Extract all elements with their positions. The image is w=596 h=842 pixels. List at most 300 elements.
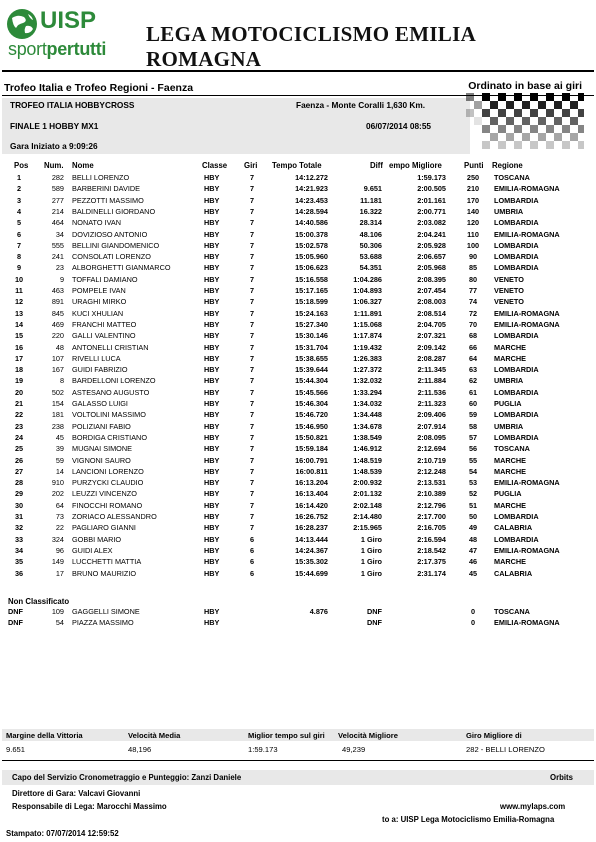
gap-cell: 1 Giro (360, 557, 382, 567)
region-cell: CALABRIA (494, 568, 533, 578)
col-points: Punti (464, 161, 484, 170)
region-cell: LOMBARDIA (494, 365, 539, 375)
rider-name: GAGGELLI SIMONE (72, 607, 140, 616)
number-cell: 238 (51, 421, 64, 431)
table-row (0, 241, 596, 252)
total-time-cell: 15:30.146 (295, 331, 328, 341)
pos-cell: 14 (14, 319, 24, 329)
points-cell: 80 (468, 274, 478, 284)
best-lap-cell: 2:04.705 (417, 319, 446, 329)
race-director: Direttore di Gara: Valcavi Giovanni (12, 789, 141, 798)
col-num: Num. (44, 161, 64, 170)
pos-cell: 5 (16, 218, 22, 228)
class-cell: HBY (204, 319, 220, 329)
number-cell: 220 (51, 331, 64, 341)
class-cell: HBY (204, 263, 220, 273)
number-cell: 167 (51, 365, 64, 375)
number-cell: 202 (51, 489, 64, 499)
summary-best-speed-label: Velocità Migliore (338, 731, 398, 740)
class-cell: HBY (204, 523, 220, 533)
licensed-to: to a: UISP Lega Motociclismo Emilia-Romagna (382, 815, 555, 824)
region-cell: MARCHE (494, 466, 527, 476)
region-cell: UMBRIA (494, 376, 524, 386)
gap-cell: 1:04.893 (353, 286, 382, 295)
points-cell: 55 (468, 455, 478, 465)
best-lap-cell: 2:00.505 (417, 184, 446, 194)
rider-name: BALDINELLI GIORDANO (72, 206, 156, 216)
total-time-cell: 15:45.566 (295, 387, 328, 397)
number-cell: 54 (55, 618, 64, 628)
class-cell: HBY (204, 489, 220, 499)
summary-margin-label: Margine della Vittoria (6, 731, 83, 740)
gap-cell: 2:14.480 (353, 512, 382, 521)
gap-cell: DNF (367, 618, 382, 628)
table-row (0, 478, 596, 489)
laps-cell: 7 (250, 489, 255, 499)
league-manager: Responsabile di Lega: Marocchi Massimo (12, 802, 167, 811)
total-time-cell: 15:02.578 (295, 240, 328, 250)
class-cell: HBY (204, 512, 220, 521)
best-lap-cell: 2:11.536 (417, 387, 446, 397)
points-cell: 77 (468, 286, 478, 295)
region-cell: UMBRIA (494, 206, 524, 216)
region-cell: LOMBARDIA (494, 240, 539, 250)
total-time-cell: 15:00.378 (295, 229, 328, 239)
laps-cell: 7 (250, 421, 255, 431)
pos-cell: 1 (16, 173, 22, 182)
laps-cell: 7 (250, 444, 255, 454)
laps-cell: 7 (250, 500, 255, 510)
rider-name: FRANCHI MATTEO (72, 319, 137, 329)
points-cell: 140 (466, 206, 480, 216)
col-best-lap: empo Migliore (389, 161, 442, 170)
table-row (0, 230, 596, 241)
region-cell: MARCHE (494, 455, 527, 465)
table-row (0, 546, 596, 557)
total-time-cell: 14:13.444 (295, 534, 328, 544)
non-classified-title: Non Classificato (8, 597, 70, 606)
laps-cell: 7 (250, 365, 255, 375)
pos-cell: 11 (15, 286, 23, 295)
number-cell: 39 (55, 444, 64, 454)
rider-name: LANCIONI LORENZO (72, 466, 144, 476)
points-cell: 63 (468, 365, 478, 375)
pos-cell: 27 (14, 466, 24, 476)
points-cell: 74 (468, 297, 478, 307)
region-cell: PUGLIA (494, 399, 522, 408)
total-time-cell: 4.876 (309, 607, 328, 616)
number-cell: 214 (51, 206, 64, 216)
region-cell: VENETO (494, 274, 524, 284)
points-cell: 45 (468, 568, 478, 578)
number-cell: 463 (51, 286, 64, 295)
laps-cell: 7 (250, 387, 255, 397)
points-cell: 56 (468, 444, 478, 454)
points-cell: 64 (468, 353, 478, 363)
rider-name: NONATO IVAN (72, 218, 122, 228)
laps-cell: 7 (250, 263, 255, 273)
table-row (0, 444, 596, 455)
class-cell: HBY (204, 444, 220, 454)
total-time-cell: 16:00.811 (295, 466, 328, 476)
best-lap-cell: 2:07.454 (417, 286, 446, 295)
points-cell: 68 (468, 331, 478, 341)
laps-cell: 7 (250, 353, 255, 363)
best-lap-cell: 2:08.514 (417, 308, 446, 318)
points-cell: 47 (468, 545, 478, 555)
best-lap-cell: 2:18.542 (417, 545, 446, 555)
logo-title: UISP (40, 7, 97, 34)
globe-icon (6, 8, 38, 40)
region-cell: VENETO (494, 297, 524, 307)
table-row (0, 433, 596, 444)
laps-cell: 7 (250, 240, 255, 250)
region-cell: EMILIA-ROMAGNA (494, 184, 560, 194)
gap-cell: 53.688 (359, 252, 382, 262)
laps-cell: 7 (250, 432, 255, 442)
table-row (0, 376, 596, 387)
best-lap-cell: 2:07.914 (417, 421, 446, 431)
table-row (0, 607, 596, 618)
points-cell: 62 (468, 376, 478, 386)
gap-cell: 1:46.912 (353, 444, 382, 454)
number-cell: 107 (51, 353, 64, 363)
points-cell: 70 (468, 319, 478, 329)
gap-cell: 11.181 (360, 195, 382, 205)
table-row (0, 618, 596, 629)
class-cell: HBY (204, 607, 220, 616)
gap-cell: 1:48.519 (353, 455, 382, 465)
region-cell: EMILIA-ROMAGNA (494, 478, 560, 488)
class-cell: HBY (204, 353, 220, 363)
number-cell: 23 (55, 263, 64, 273)
table-row (0, 218, 596, 229)
pos-cell: 24 (14, 432, 24, 442)
class-cell: HBY (204, 421, 220, 431)
website-link[interactable]: www.mylaps.com (500, 802, 566, 811)
pos-cell: 19 (14, 376, 24, 386)
total-time-cell: 15:46.950 (295, 421, 328, 431)
best-lap-cell: 2:12.796 (417, 500, 446, 510)
pos-cell: 9 (16, 263, 22, 273)
region-cell: UMBRIA (494, 421, 524, 431)
best-lap-cell: 2:11.884 (417, 376, 446, 386)
best-lap-cell: 2:13.531 (417, 478, 446, 488)
best-lap-cell: 2:31.174 (417, 568, 446, 578)
orbits-brand: Orbits (550, 773, 573, 782)
region-cell: LOMBARDIA (494, 410, 539, 420)
region-cell: TOSCANA (494, 607, 530, 616)
best-lap-cell: 2:10.389 (417, 489, 446, 499)
region-cell: MARCHE (494, 353, 527, 363)
points-cell: 48 (468, 534, 478, 544)
laps-cell: 7 (250, 523, 255, 533)
number-cell: 324 (51, 534, 64, 544)
col-total-time: Tempo Totale (272, 161, 322, 170)
laps-cell: 7 (250, 218, 255, 228)
rider-name: GUIDI ALEX (72, 545, 113, 555)
total-time-cell: 15:05.960 (295, 252, 328, 262)
points-cell: 100 (466, 240, 480, 250)
table-row (0, 557, 596, 568)
pos-cell: 3 (16, 195, 22, 205)
table-row (0, 467, 596, 478)
total-time-cell: 15:18.599 (295, 297, 328, 307)
best-lap-cell: 2:00.771 (417, 206, 446, 216)
best-lap-cell: 2:07.321 (417, 331, 446, 341)
rider-name: GOBBI MARIO (72, 534, 122, 544)
class-cell: HBY (204, 206, 220, 216)
summary-speed-label: Velocità Media (128, 731, 181, 740)
table-row (0, 399, 596, 410)
gap-cell: 1 Giro (360, 534, 382, 544)
class-cell: HBY (204, 331, 220, 341)
region-cell: TOSCANA (494, 444, 530, 454)
best-lap-cell: 2:05.928 (417, 240, 446, 250)
total-time-cell: 14:28.594 (295, 206, 328, 216)
number-cell: 9 (59, 274, 64, 284)
rider-name: PURZYCKI CLAUDIO (72, 478, 144, 488)
total-time-cell: 16:13.204 (295, 478, 328, 488)
rider-name: BORDIGA CRISTIANO (72, 432, 148, 442)
number-cell: 464 (51, 218, 64, 228)
gap-cell: 1:04.286 (353, 274, 382, 284)
pos-cell: 36 (14, 568, 24, 578)
pos-cell: 26 (14, 455, 24, 465)
best-lap-cell: 2:12.694 (417, 444, 446, 454)
pos-cell: 2 (16, 184, 22, 194)
best-lap-cell: 2:17.700 (417, 512, 446, 521)
best-lap-cell: 2:04.241 (417, 229, 446, 239)
table-row (0, 343, 596, 354)
gap-cell: 1:19.432 (353, 342, 382, 352)
rider-name: KUCI XHULIAN (72, 308, 124, 318)
region-cell: LOMBARDIA (494, 512, 539, 521)
points-cell: 0 (470, 607, 476, 616)
class-cell: HBY (204, 618, 220, 628)
rider-name: GALLI VALENTINO (72, 331, 136, 341)
table-row (0, 512, 596, 523)
total-time-cell: 14:24.367 (295, 545, 328, 555)
event-title: Trofeo Italia e Trofeo Regioni - Faenza (4, 82, 194, 94)
best-lap-cell: 2:11.323 (417, 399, 446, 408)
class-cell: HBY (204, 376, 220, 386)
laps-cell: 6 (250, 557, 255, 567)
number-cell: 149 (51, 557, 64, 567)
pos-cell: 10 (14, 274, 24, 284)
col-region: Regione (492, 161, 523, 170)
table-row (0, 320, 596, 331)
race-start-time: Gara Iniziato a 9:09:26 (10, 141, 98, 151)
pos-cell: DNF (8, 618, 23, 628)
gap-cell: 1:38.549 (353, 432, 382, 442)
number-cell: 73 (55, 512, 64, 521)
table-row (0, 365, 596, 376)
gap-cell: 1:17.874 (353, 331, 382, 341)
class-cell: HBY (204, 545, 220, 555)
best-lap-cell: 2:03.082 (417, 218, 446, 228)
gap-cell: 2:02.148 (353, 500, 382, 510)
number-cell: 555 (51, 240, 64, 250)
pos-cell: 8 (16, 252, 22, 262)
rider-name: ASTESANO AUGUSTO (72, 387, 150, 397)
gap-cell: 1 Giro (360, 568, 382, 578)
summary-best-lap-value: 1:59.173 (248, 745, 278, 754)
class-cell: HBY (204, 297, 220, 307)
laps-cell: 7 (250, 319, 255, 329)
rider-name: LUCCHETTI MATTIA (72, 557, 142, 567)
print-timestamp: Stampato: 07/07/2014 12:59:52 (6, 829, 119, 838)
class-cell: HBY (204, 557, 220, 567)
points-cell: 72 (468, 308, 478, 318)
rider-name: POLIZIANI FABIO (72, 421, 131, 431)
points-cell: 66 (468, 342, 478, 352)
number-cell: 502 (51, 387, 64, 397)
pos-cell: 23 (14, 421, 24, 431)
region-cell: EMILIA-ROMAGNA (494, 319, 560, 329)
col-class: Classe (202, 161, 228, 170)
best-lap-cell: 2:17.375 (417, 557, 446, 567)
pos-cell: 22 (14, 410, 24, 420)
rider-name: GALASSO LUIGI (72, 399, 128, 408)
summary-best-lap-rider-value: 282 - BELLI LORENZO (466, 745, 545, 754)
rider-name: PAGLIARO GIANNI (72, 523, 136, 533)
table-row (0, 456, 596, 467)
region-cell: EMILIA-ROMAGNA (494, 229, 560, 239)
class-cell: HBY (204, 500, 220, 510)
gap-cell: 1 Giro (360, 545, 382, 555)
table-row (0, 263, 596, 274)
class-cell: HBY (204, 184, 220, 194)
gap-cell: 28.314 (359, 218, 382, 228)
laps-cell: 7 (250, 478, 255, 488)
region-cell: LOMBARDIA (494, 218, 539, 228)
gap-cell: 48.106 (359, 229, 382, 239)
number-cell: 241 (51, 252, 64, 262)
table-row (0, 196, 596, 207)
points-cell: 210 (466, 184, 480, 194)
gap-cell: 54.351 (359, 263, 382, 273)
gap-cell: 16.322 (359, 206, 382, 216)
table-row (0, 286, 596, 297)
logo-tagline (8, 39, 106, 60)
gap-cell: 9.651 (363, 184, 382, 194)
pos-cell: 33 (14, 534, 24, 544)
table-row (0, 252, 596, 263)
best-lap-cell: 2:06.657 (417, 252, 446, 262)
number-cell: 59 (55, 455, 64, 465)
total-time-cell: 15:38.655 (295, 353, 328, 363)
total-time-cell: 15:46.304 (295, 399, 328, 408)
class-cell: HBY (204, 410, 220, 420)
class-cell: HBY (204, 229, 220, 239)
region-cell: LOMBARDIA (494, 432, 539, 442)
total-time-cell: 15:50.821 (295, 432, 328, 442)
race-date: 06/07/2014 08:55 (366, 121, 432, 131)
pos-cell: 30 (14, 500, 24, 510)
points-cell: 52 (468, 489, 478, 499)
number-cell: 45 (55, 432, 64, 442)
points-cell: 50 (468, 512, 478, 521)
points-cell: 51 (468, 500, 478, 510)
points-cell: 59 (468, 410, 478, 420)
best-lap-cell: 2:08.095 (417, 432, 446, 442)
col-name: Nome (72, 161, 94, 170)
summary-best-lap-label: Miglior tempo sul giri (248, 731, 325, 740)
table-row (0, 501, 596, 512)
total-time-cell: 15:44.304 (295, 376, 328, 386)
total-time-cell: 15:31.704 (295, 342, 328, 352)
pos-cell: 17 (14, 353, 24, 363)
class-cell: HBY (204, 240, 220, 250)
points-cell: 57 (468, 432, 478, 442)
pos-cell: 15 (14, 331, 24, 341)
laps-cell: 7 (250, 252, 255, 262)
total-time-cell: 15:46.720 (295, 410, 328, 420)
logo-tagline-a: sport (8, 39, 47, 59)
rider-name: ALBORGHETTI GIANMARCO (72, 263, 171, 273)
points-cell: 58 (468, 421, 478, 431)
best-lap-cell: 2:11.345 (417, 365, 446, 375)
points-cell: 53 (468, 478, 478, 488)
race-name: FINALE 1 HOBBY MX1 (10, 121, 99, 131)
table-row (0, 297, 596, 308)
number-cell: 910 (51, 478, 64, 488)
total-time-cell: 14:21.923 (295, 184, 328, 194)
chief-timekeeper: Capo del Servizio Cronometraggio e Punteggio: Zanzi Daniele (12, 773, 242, 782)
points-cell: 61 (468, 387, 478, 397)
number-cell: 34 (55, 229, 64, 239)
laps-cell: 7 (250, 206, 255, 216)
region-cell: CALABRIA (494, 523, 533, 533)
checkered-flag-icon (466, 93, 584, 149)
number-cell: 469 (51, 319, 64, 329)
class-cell: HBY (204, 342, 220, 352)
pos-cell: 7 (16, 240, 22, 250)
total-time-cell: 15:06.623 (295, 263, 328, 273)
total-time-cell: 15:35.302 (295, 557, 328, 567)
total-time-cell: 15:16.558 (295, 274, 328, 284)
region-cell: LOMBARDIA (494, 263, 539, 273)
pos-cell: 18 (14, 365, 24, 375)
class-cell: HBY (204, 432, 220, 442)
rider-name: PIAZZA MASSIMO (72, 618, 134, 628)
best-lap-cell: 2:09.142 (417, 342, 446, 352)
number-cell: 109 (51, 607, 64, 616)
gap-cell: 50.306 (359, 240, 382, 250)
table-row (0, 184, 596, 195)
best-lap-cell: 2:08.003 (417, 297, 446, 307)
number-cell: 845 (51, 308, 64, 318)
gap-cell: 1:34.448 (353, 410, 382, 420)
laps-cell: 6 (250, 568, 255, 578)
total-time-cell: 16:14.420 (295, 500, 328, 510)
pos-cell: 25 (14, 444, 24, 454)
best-lap-cell: 2:01.161 (417, 195, 446, 205)
gap-cell: 1:33.294 (353, 387, 382, 397)
region-cell: LOMBARDIA (494, 252, 539, 262)
rider-name: URAGHI MIRKO (72, 297, 127, 307)
pos-cell: DNF (8, 607, 23, 616)
summary-margin-value: 9.651 (6, 745, 26, 754)
class-cell: HBY (204, 399, 220, 408)
rider-name: VIGNONI SAURO (72, 455, 131, 465)
total-time-cell: 15:39.644 (295, 365, 328, 375)
table-row (0, 173, 596, 184)
class-cell: HBY (204, 365, 220, 375)
rider-name: BARBERINI DAVIDE (72, 184, 140, 194)
rider-name: RIVELLI LUCA (72, 353, 121, 363)
